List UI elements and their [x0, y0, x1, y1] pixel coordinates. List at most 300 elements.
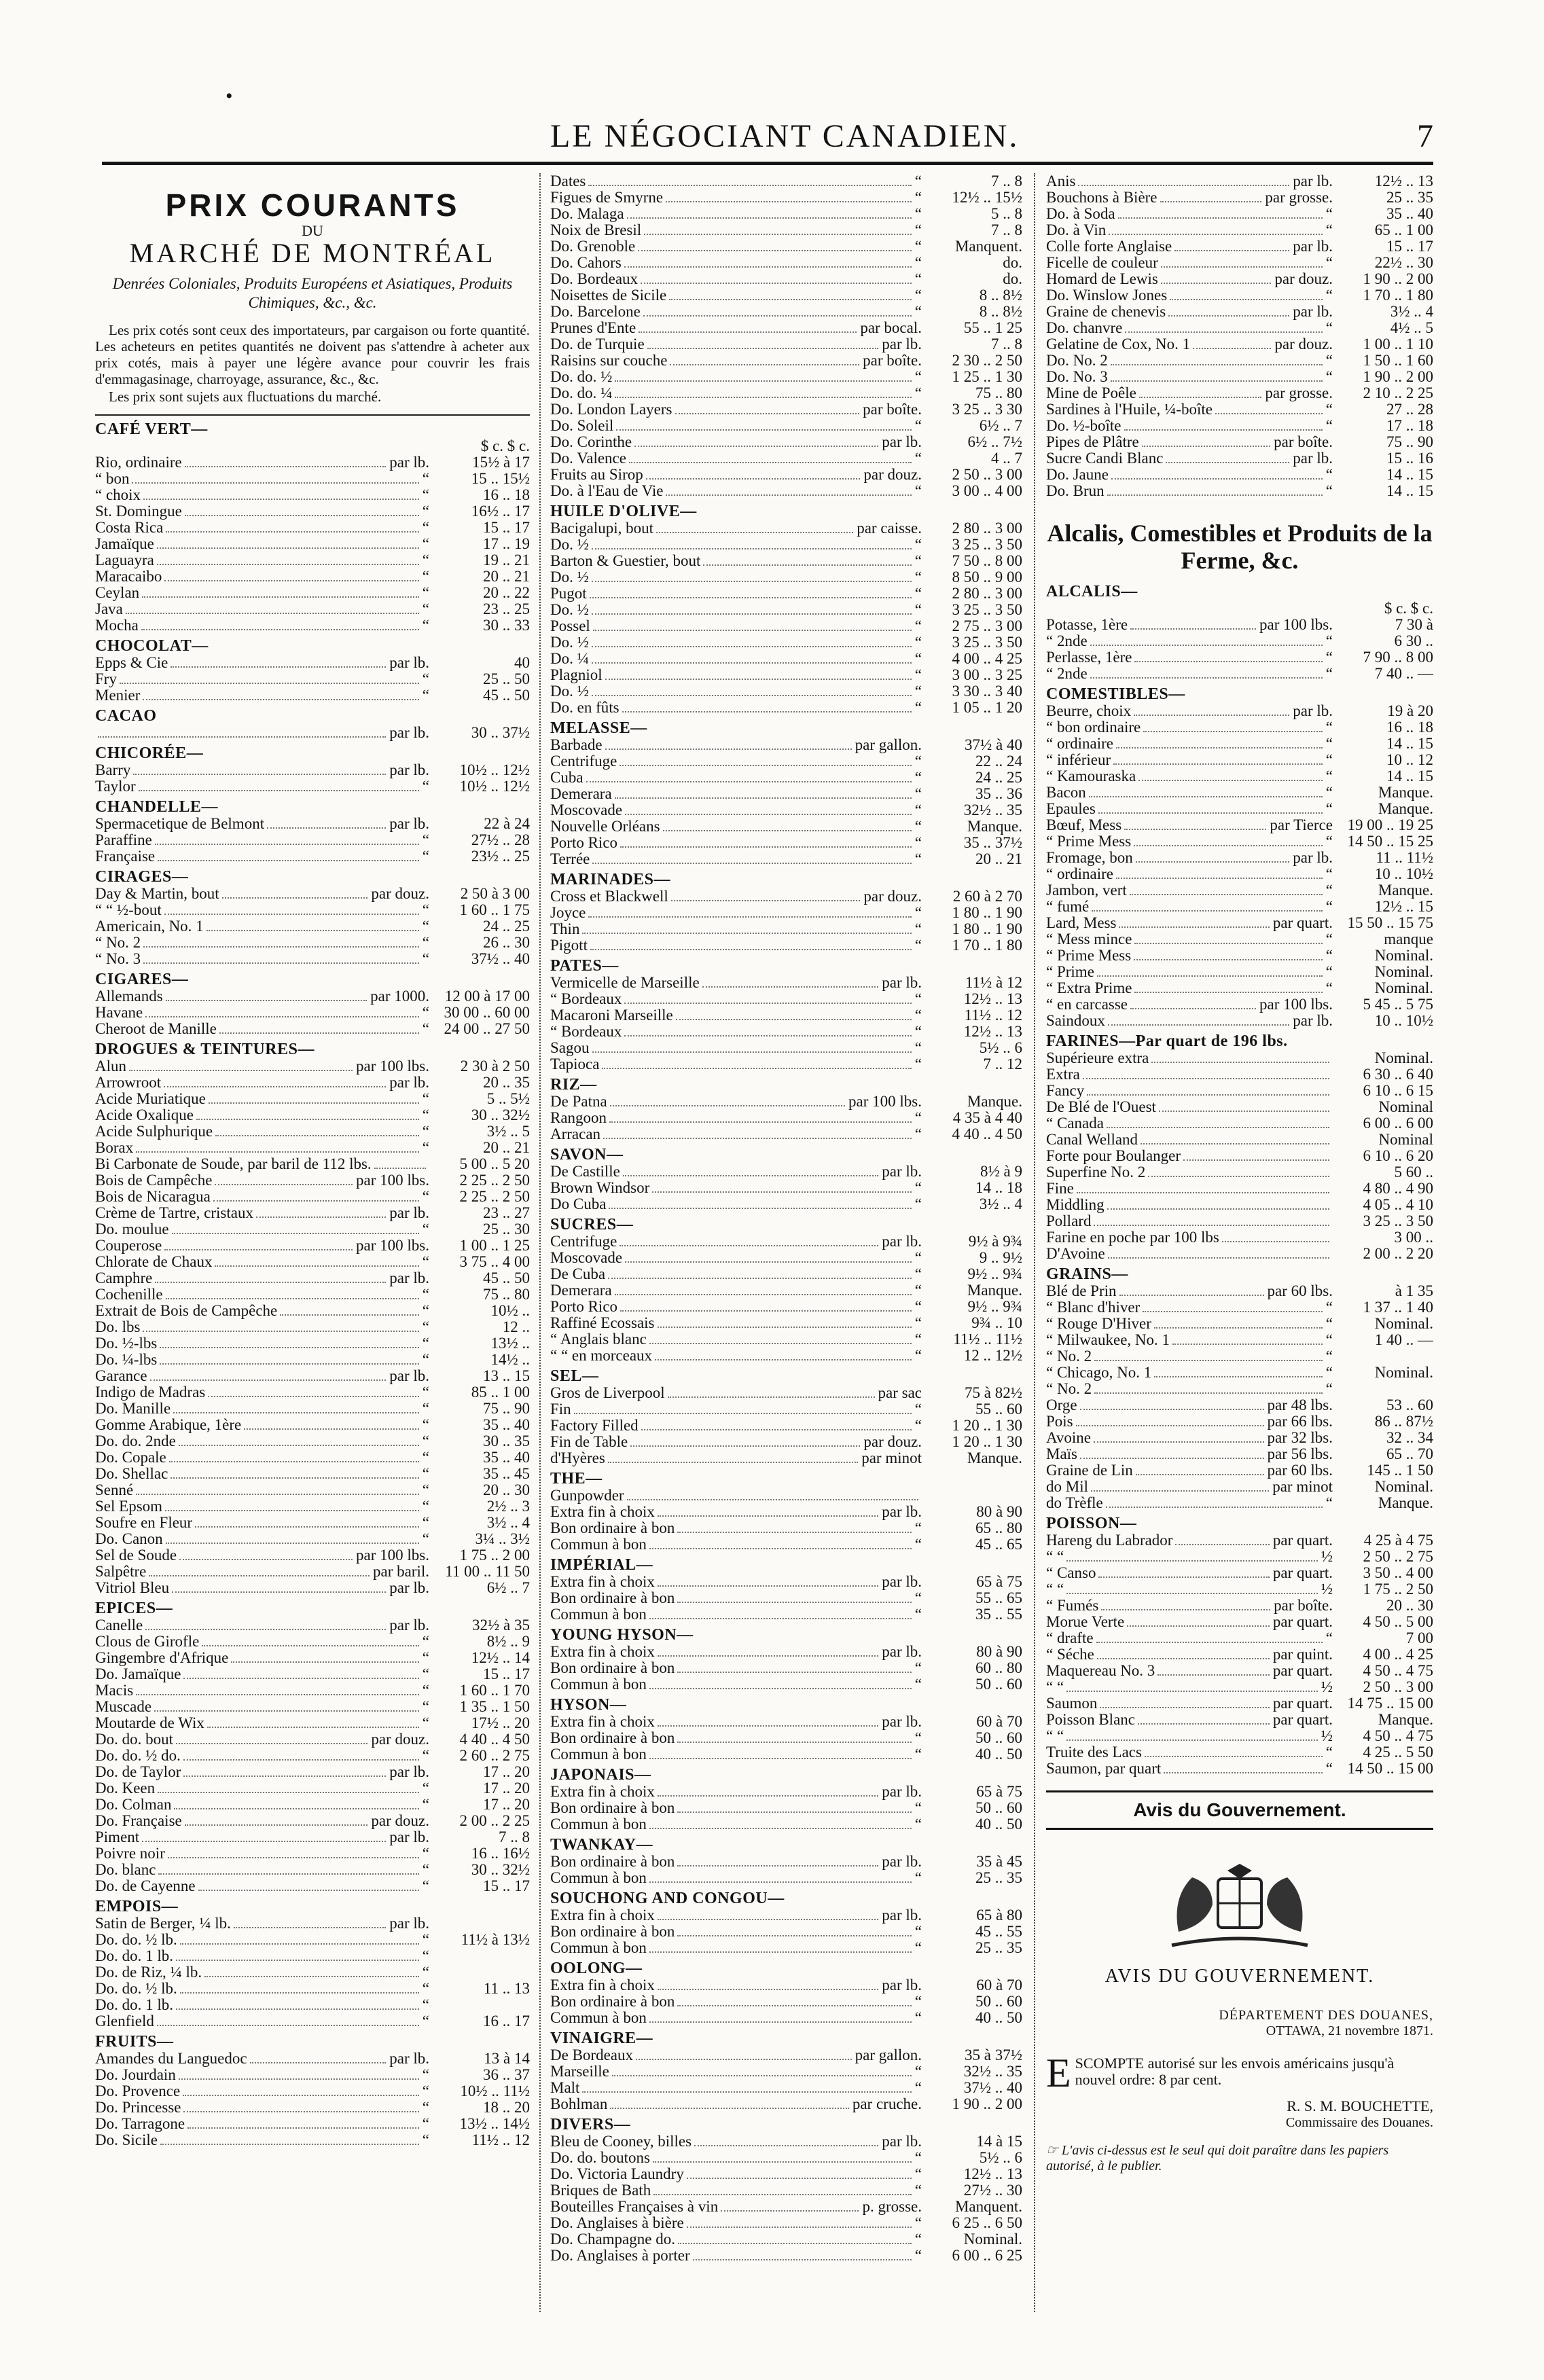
- item-price: 1 25 .. 1 30: [952, 369, 1022, 385]
- item-price: 2 80 .. 3 00: [952, 585, 1022, 602]
- item-price: 75 .. 80: [483, 1286, 530, 1303]
- avis-box-heading: Avis du Gouvernement.: [1046, 1790, 1433, 1830]
- leader-dots: [586, 780, 912, 782]
- item-price: do.: [1003, 271, 1022, 287]
- item-name: Cochenille: [95, 1286, 163, 1303]
- leader-dots: [126, 612, 419, 614]
- leader-dots: [1134, 714, 1289, 716]
- item-name: Do. lbs: [95, 1318, 141, 1335]
- item-unit: par 56 lbs.: [1267, 1445, 1333, 1462]
- item-unit: par lb.: [389, 2050, 429, 2067]
- price-row: [550, 1348, 1022, 1364]
- item-unit: “: [914, 1196, 922, 1212]
- price-row: [95, 1829, 530, 1845]
- item-unit: par caisse.: [857, 520, 922, 537]
- item-unit: par douz.: [863, 888, 922, 905]
- leader-dots: [1154, 1327, 1323, 1329]
- alcalis-heading: Alcalis, Comestibles et Produits de la Ferme, &c.: [1047, 520, 1433, 574]
- item-price: 16 .. 16½: [471, 1845, 530, 1862]
- item-unit: “: [422, 1432, 429, 1449]
- item-name: Rangoon: [550, 1110, 607, 1126]
- leader-dots: [678, 2242, 912, 2244]
- market-title: MARCHÉ DE MONTRÉAL: [129, 238, 496, 268]
- item-name: Macaroni Marseille: [550, 1007, 673, 1024]
- price-row: [550, 1180, 1022, 1196]
- item-price: 24 .. 25: [975, 770, 1022, 786]
- item-price: 15 .. 17: [483, 1665, 530, 1682]
- item-price: 3 25 .. 3 30: [952, 401, 1022, 418]
- item-price: 14 à 15: [976, 2133, 1022, 2150]
- leader-dots: [179, 2078, 419, 2080]
- item-name: Commun à bon: [550, 1536, 647, 1553]
- item-name: “ Extra Prime: [1046, 979, 1132, 996]
- price-row: [95, 1682, 530, 1699]
- item-price: 32 .. 34: [1386, 1429, 1433, 1446]
- leader-dots: [649, 2021, 912, 2023]
- item-unit: “: [1325, 963, 1333, 980]
- price-row: [550, 1784, 1022, 1800]
- item-name: do Trèfle: [1046, 1494, 1103, 1511]
- item-unit: “: [1325, 979, 1333, 996]
- leader-dots: [164, 579, 418, 581]
- item-name: Do. Grenoble: [550, 238, 636, 255]
- leader-dots: [1094, 1392, 1323, 1394]
- item-unit: “: [1325, 287, 1333, 304]
- item-unit: par lb.: [389, 1367, 429, 1384]
- leader-dots: [592, 1051, 912, 1053]
- item-name: Extrait de Bois de Campêche: [95, 1302, 278, 1319]
- price-row: [550, 1056, 1022, 1072]
- item-unit: par 100 lbs.: [356, 1058, 429, 1075]
- item-name: Saindoux: [1046, 1012, 1105, 1029]
- price-row: [1046, 915, 1433, 931]
- price-row: [1046, 1565, 1433, 1581]
- item-name: “ Canada: [1046, 1115, 1104, 1132]
- leader-dots: [687, 2226, 912, 2228]
- leader-dots: [1138, 1723, 1270, 1725]
- leader-dots: [608, 1461, 858, 1463]
- item-price: 1 37 .. 1 40: [1363, 1299, 1433, 1316]
- item-price: 65 à 80: [976, 1907, 1022, 1924]
- price-row: [550, 434, 1022, 450]
- item-unit: “: [914, 2231, 922, 2248]
- leader-dots: [693, 2258, 912, 2260]
- item-name: “ Anglais blanc: [550, 1331, 647, 1348]
- item-unit: ½: [1321, 1548, 1333, 1565]
- item-name: “ No. 2: [1046, 1348, 1092, 1365]
- leader-dots: [1136, 1473, 1264, 1475]
- item-unit: “: [914, 1024, 922, 1040]
- leader-dots: [198, 1889, 419, 1891]
- price-row: [1046, 190, 1433, 206]
- item-name: Epaules: [1046, 800, 1096, 817]
- item-name: Do. Keen: [95, 1780, 156, 1797]
- item-price: 2 10 .. 2 25: [1363, 385, 1433, 401]
- item-unit: “: [422, 1465, 429, 1482]
- item-price: 1 05 .. 1 20: [952, 700, 1022, 716]
- price-row: [95, 1384, 530, 1401]
- item-unit: “: [422, 1004, 429, 1021]
- leader-dots: [1111, 380, 1323, 382]
- price-row: [1046, 719, 1433, 736]
- price-row: [1046, 1316, 1433, 1332]
- item-price: 1 80 .. 1 90: [952, 921, 1022, 937]
- leader-dots: [592, 580, 912, 582]
- leader-dots: [1077, 1191, 1329, 1193]
- item-unit: “: [422, 1400, 429, 1417]
- item-unit: “: [422, 1980, 429, 1997]
- item-name: Do. ½: [550, 683, 589, 700]
- section-title: ALCALIS—: [1046, 583, 1138, 600]
- item-price: 14½ ..: [490, 1351, 530, 1368]
- leader-dots: [136, 1493, 419, 1495]
- item-name: Commun à bon: [550, 1870, 647, 1886]
- item-unit: “: [914, 1606, 922, 1623]
- item-name: Bouteilles Françaises à vin: [550, 2199, 719, 2215]
- item-unit: “: [422, 470, 429, 487]
- price-row: [550, 2199, 1022, 2215]
- leader-dots: [185, 1824, 368, 1826]
- price-row: [95, 778, 530, 795]
- item-name: Do. ½-lbs: [95, 1335, 158, 1352]
- section-title: SOUCHONG AND CONGOU—: [550, 1890, 785, 1907]
- price-row: [550, 1730, 1022, 1746]
- leader-dots: [1119, 1294, 1264, 1296]
- section-title: SAVON—: [550, 1146, 624, 1164]
- item-name: Commun à bon: [550, 1816, 647, 1833]
- item-name: Do. Victoria Laundry: [550, 2166, 684, 2182]
- prices-title-du: DU: [302, 222, 323, 239]
- avis-body: [1046, 2050, 1433, 2095]
- price-row: [95, 951, 530, 967]
- item-unit: par lb.: [882, 336, 922, 353]
- price-row: [95, 1964, 530, 1981]
- item-unit: “: [914, 770, 922, 786]
- leader-dots: [609, 1207, 911, 1209]
- price-row: [550, 1746, 1022, 1763]
- item-price: 7 .. 8: [991, 222, 1022, 238]
- leader-dots: [649, 1951, 912, 1953]
- price-row: [95, 1878, 530, 1894]
- item-unit: par lb.: [882, 1164, 922, 1180]
- leader-dots: [622, 710, 912, 713]
- item-name: Do. do. ½ lb.: [95, 1980, 177, 1997]
- item-name: Bacon: [1046, 784, 1086, 801]
- item-unit: “: [914, 553, 922, 569]
- price-row: [1046, 1050, 1433, 1066]
- column-right: [1046, 173, 1433, 2305]
- leader-dots: [1151, 1061, 1329, 1063]
- item-price: 1 90 .. 2 00: [952, 2096, 1022, 2112]
- leader-dots: [592, 862, 911, 864]
- item-unit: par lb.: [882, 1977, 922, 1994]
- item-name: Do. Cahors: [550, 255, 622, 271]
- item-unit: par lb.: [882, 1784, 922, 1800]
- item-unit: par 48 lbs.: [1267, 1396, 1333, 1413]
- item-name: “ ordinaire: [1046, 735, 1113, 752]
- item-unit: “: [422, 1698, 429, 1715]
- price-row: [1046, 1099, 1433, 1115]
- leader-dots: [658, 1725, 878, 1727]
- item-unit: “: [422, 617, 429, 634]
- item-name: Couperose: [95, 1237, 162, 1254]
- item-unit: “: [914, 602, 922, 618]
- avis-title: AVIS DU GOUVERNEMENT.: [1105, 1965, 1375, 1987]
- item-price: 65 .. 80: [975, 1520, 1022, 1536]
- price-row: [1046, 1679, 1433, 1695]
- item-name: Allemands: [95, 988, 163, 1005]
- item-price: 15 .. 16: [1386, 450, 1433, 467]
- leader-dots: [656, 531, 853, 533]
- item-name: Java: [95, 600, 123, 617]
- item-price: 7 30 à: [1395, 616, 1433, 633]
- item-price: 4 40 .. 4 50: [459, 1731, 530, 1748]
- price-row: [95, 1270, 530, 1286]
- item-price: 30 .. 35: [483, 1432, 530, 1449]
- leader-dots: [620, 1310, 912, 1312]
- item-name: Gingembre d'Afrique: [95, 1649, 229, 1666]
- item-price: 3½ .. 5: [486, 1123, 530, 1140]
- leader-dots: [183, 2110, 418, 2112]
- item-unit: par bocal.: [860, 320, 922, 336]
- item-price: 4 25 .. 5 50: [1363, 1744, 1433, 1761]
- item-price: 1 90 .. 2 00: [1363, 369, 1433, 385]
- leader-dots: [158, 1873, 418, 1875]
- leader-dots: [1118, 217, 1323, 219]
- leader-dots: [179, 1558, 353, 1560]
- price-row: [1046, 964, 1433, 980]
- leader-dots: [1080, 1457, 1264, 1459]
- price-row: [95, 1780, 530, 1797]
- ink-dot: •: [226, 85, 233, 107]
- price-row: [1046, 1229, 1433, 1246]
- item-unit: “: [422, 1780, 429, 1797]
- leader-dots: [160, 2143, 419, 2145]
- page-header: [102, 112, 1460, 160]
- item-price: 12 ..: [502, 1318, 530, 1335]
- item-price: 3¼ .. 3½: [475, 1530, 530, 1547]
- price-row: [95, 2067, 530, 2083]
- item-unit: ½: [1321, 1727, 1333, 1744]
- item-price: 3 00 .. 3 25: [952, 667, 1022, 683]
- item-unit: “: [914, 667, 922, 683]
- price-row: [95, 1417, 530, 1433]
- leader-dots: [624, 1002, 911, 1004]
- price-row: [550, 1924, 1022, 1940]
- leader-dots: [250, 2061, 387, 2063]
- item-unit: par lb.: [882, 1907, 922, 1924]
- leader-dots: [1080, 1408, 1264, 1410]
- price-row: [550, 700, 1022, 716]
- item-name: Noix de Bresil: [550, 222, 642, 238]
- item-unit: “: [914, 1940, 922, 1956]
- price-row: [95, 2051, 530, 2067]
- item-price: Nominal.: [1374, 1049, 1433, 1066]
- item-name: Do. ½: [550, 602, 589, 618]
- price-row: [550, 1401, 1022, 1418]
- leader-dots: [1116, 877, 1323, 879]
- item-price: 16½ .. 17: [471, 503, 530, 520]
- section-title: COMESTIBLES—: [1046, 685, 1185, 703]
- price-row: [1046, 1744, 1433, 1761]
- item-price: 5½ .. 6: [979, 1040, 1022, 1056]
- price-row: [95, 1205, 530, 1221]
- item-unit: “: [1325, 649, 1333, 666]
- item-name: “ “: [1046, 1678, 1064, 1695]
- item-name: Prunes d'Ente: [550, 320, 636, 336]
- item-price: 3 00 ..: [1394, 1229, 1433, 1246]
- item-unit: p. grosse.: [862, 2199, 922, 2215]
- item-unit: “: [1325, 353, 1333, 369]
- section-title: SEL—: [550, 1367, 599, 1385]
- price-row: [1046, 1083, 1433, 1099]
- item-unit: “: [914, 385, 922, 401]
- item-name: “ Bordeaux: [550, 1024, 622, 1040]
- item-name: “ 2nde: [1046, 632, 1088, 649]
- item-unit: par quint.: [1272, 1646, 1333, 1663]
- item-unit: “: [1325, 947, 1333, 964]
- price-row: [550, 418, 1022, 434]
- item-unit: par lb.: [882, 1574, 922, 1590]
- price-row: [1046, 1246, 1433, 1262]
- item-unit: “: [914, 1418, 922, 1434]
- leader-dots: [1066, 1739, 1318, 1741]
- column-middle: [550, 173, 1022, 2305]
- price-row: [1046, 1348, 1433, 1365]
- price-row: [550, 1250, 1022, 1266]
- item-unit: “: [422, 1931, 429, 1948]
- item-price: 4 50 .. 5 00: [1363, 1613, 1433, 1630]
- item-price: 65 à 75: [976, 1574, 1022, 1590]
- item-name: Do. Manille: [95, 1400, 171, 1417]
- item-name: Centrifuge: [550, 753, 617, 770]
- item-price: 35 .. 55: [975, 1606, 1022, 1623]
- item-price: 1 70 .. 1 80: [1363, 287, 1433, 304]
- item-name: Do. Soleil: [550, 418, 614, 434]
- price-row: [550, 1488, 1022, 1504]
- item-price: 20 .. 30: [483, 1481, 530, 1498]
- item-name: Indigo de Madras: [95, 1384, 206, 1401]
- item-name: Americain, No. 1: [95, 918, 204, 935]
- item-name: Do. No. 2: [1046, 353, 1108, 369]
- price-row: [1046, 1712, 1433, 1728]
- item-name: Do. Malaga: [550, 206, 624, 222]
- item-unit: “: [422, 1649, 429, 1666]
- item-name: Do. blanc: [95, 1861, 156, 1878]
- leader-dots: [668, 1396, 875, 1398]
- item-price: 35 .. 40: [483, 1449, 530, 1466]
- item-name: Do. chanvre: [1046, 320, 1123, 336]
- section-title: TWANKAY—: [550, 1836, 653, 1854]
- item-price: 12 00 à 17 00: [444, 988, 530, 1005]
- item-unit: “: [422, 1633, 429, 1650]
- item-unit: “: [914, 1401, 922, 1418]
- item-unit: par douz.: [1274, 336, 1333, 353]
- item-price: 11 .. 13: [483, 1980, 530, 1997]
- item-unit: “: [914, 1266, 922, 1282]
- item-unit: “: [422, 1530, 429, 1547]
- leader-dots: [666, 200, 912, 202]
- item-price: 75 à 82½: [965, 1385, 1022, 1401]
- price-row: [550, 520, 1022, 537]
- price-row: [550, 1299, 1022, 1315]
- item-name: Cheroot de Manille: [95, 1020, 217, 1037]
- item-name: “ Canso: [1046, 1564, 1096, 1581]
- leader-dots: [165, 1509, 419, 1511]
- leader-dots: [154, 1710, 419, 1712]
- leader-dots: [1130, 1007, 1256, 1009]
- leader-dots: [180, 1991, 419, 1994]
- item-unit: “: [914, 287, 922, 304]
- price-row: [1046, 1148, 1433, 1164]
- leader-dots: [605, 748, 852, 750]
- price-row: [1046, 801, 1433, 817]
- column-divider-2: [1034, 173, 1035, 2312]
- price-row: [550, 651, 1022, 667]
- item-name: Satin de Berger, ¼ lb.: [95, 1915, 231, 1932]
- leader-dots: [168, 1856, 419, 1858]
- item-unit: “: [422, 535, 429, 552]
- item-unit: par lb.: [882, 2133, 922, 2150]
- leader-dots: [1066, 1592, 1318, 1594]
- price-row: [550, 537, 1022, 553]
- price-row: [95, 1368, 530, 1384]
- item-price: 27½ .. 30: [963, 2182, 1022, 2199]
- column-head: $ c. $ c.: [1384, 600, 1433, 617]
- item-name: “ Bordeaux: [550, 991, 622, 1007]
- price-row: [1046, 833, 1433, 850]
- item-unit: “: [1325, 719, 1333, 736]
- price-row: [550, 320, 1022, 336]
- price-row: [1046, 304, 1433, 320]
- leader-dots: [1141, 1142, 1329, 1144]
- item-unit: par quart.: [1272, 1564, 1333, 1581]
- price-row: [550, 1644, 1022, 1660]
- item-price: 25 .. 35: [975, 1940, 1022, 1956]
- item-price: Manque.: [967, 1450, 1022, 1466]
- item-unit: par lb.: [1293, 173, 1333, 190]
- price-row: [550, 190, 1022, 206]
- leader-dots: [694, 2144, 878, 2146]
- price-row: [95, 1107, 530, 1123]
- price-row: [1046, 450, 1433, 467]
- item-price: 11½ à 12: [965, 975, 1022, 991]
- item-unit: “: [914, 255, 922, 271]
- leader-dots: [1148, 1175, 1329, 1177]
- leader-dots: [649, 1757, 912, 1759]
- item-price: 22 .. 24: [975, 753, 1022, 770]
- item-name: Salpêtre: [95, 1563, 147, 1580]
- item-name: Pois: [1046, 1413, 1073, 1430]
- item-unit: par lb.: [389, 724, 429, 741]
- item-price: 6 25 .. 6 50: [952, 2215, 1022, 2231]
- item-name: Extra fin à choix: [550, 1784, 655, 1800]
- price-row: [550, 173, 1022, 190]
- item-name: Do. ½: [550, 634, 589, 651]
- price-row: [1046, 1695, 1433, 1712]
- price-row: [95, 2132, 530, 2148]
- item-unit: “: [914, 369, 922, 385]
- item-unit: “: [422, 1221, 429, 1238]
- item-name: Crème de Tartre, cristaux: [95, 1204, 253, 1221]
- item-price: 60 à 70: [976, 1977, 1022, 1994]
- item-unit: “: [914, 1870, 922, 1886]
- item-price: 14 .. 15: [1386, 483, 1433, 499]
- price-row: [95, 1617, 530, 1634]
- item-name: Do. ½-boîte: [1046, 418, 1121, 434]
- item-name: Taylor: [95, 778, 136, 795]
- item-name: Bacigalupi, bout: [550, 520, 654, 537]
